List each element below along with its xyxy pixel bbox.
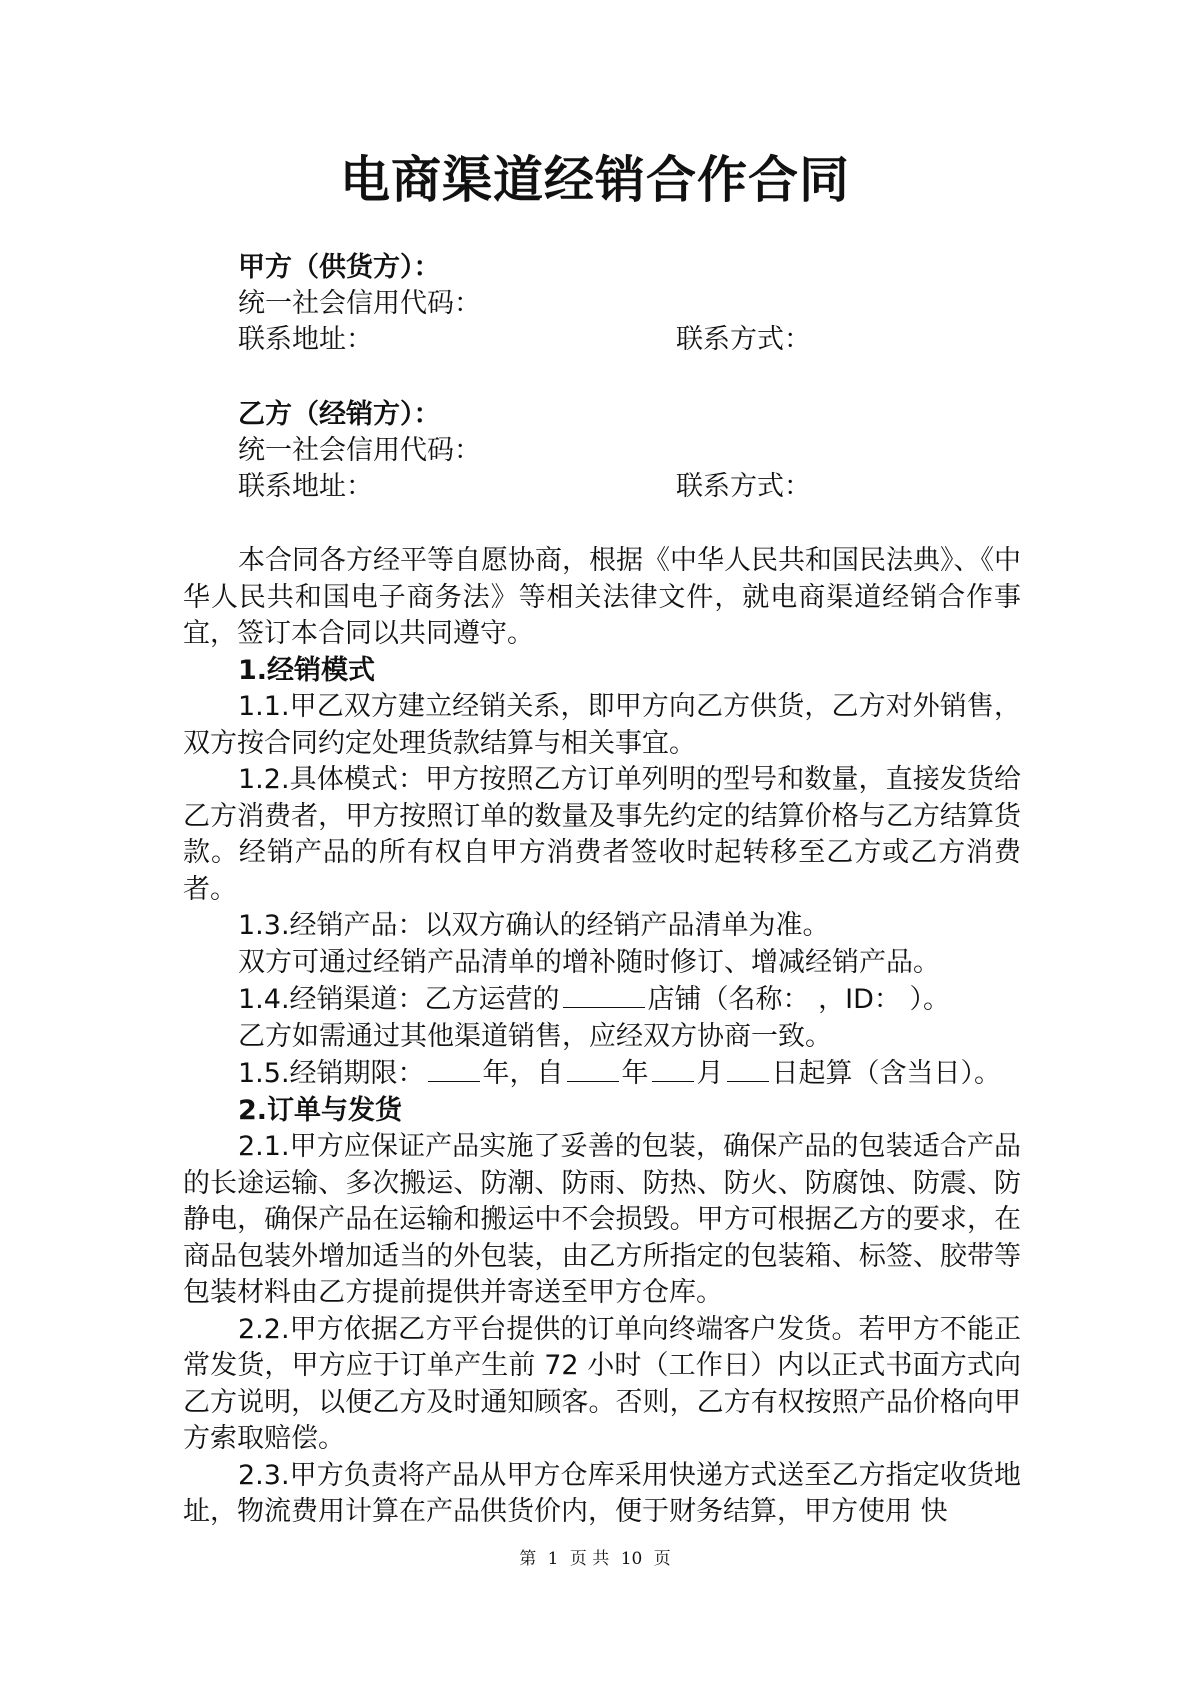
store-platform-blank — [563, 981, 645, 1008]
contract-body — [183, 543, 1021, 1531]
clause-1-3-note: 双方可通过经销产品清单的增补随时修订、增减经销产品。 — [238, 946, 940, 978]
party-a-heading: 甲方（供货方）： — [238, 252, 441, 283]
party-b-block — [238, 397, 1018, 505]
footer-suffix: 页 — [653, 1549, 671, 1569]
party-b-credit-code-label: 统一社会信用代码： — [238, 435, 481, 466]
clause-1-4-suffix: 店铺（名称： ，ID： ）。 — [647, 984, 950, 1015]
clause-1-5-month-label: 月 — [696, 1058, 724, 1089]
preamble-paragraph: 本合同各方经平等自愿协商，根据《中华人民共和国民法典》、《中华人民共和国电子商务法》等相关法律文件，就电商渠道经销合作事宜，签订本合同以共同遵守。 — [183, 545, 1021, 649]
party-a-credit-code-label: 统一社会信用代码： — [238, 288, 481, 319]
clause-1-4-prefix: 1.4.经销渠道：乙方运营的 — [238, 984, 560, 1015]
page-footer — [0, 1544, 1190, 1569]
section-2-heading: 2.订单与发货 — [238, 1094, 403, 1126]
clause-1-2: 1.2.具体模式：甲方按照乙方订单列明的型号和数量，直接发货给乙方消费者，甲方按照订单的数量及事先约定的结算价格与乙方结算货款。经销产品的所有权自甲方消费者签收时起转移至乙方或乙方消费者。 — [183, 764, 1021, 905]
party-b-address-label: 联系地址： — [238, 471, 373, 502]
party-b-contact-row — [238, 469, 1018, 505]
clause-1-5-year-label: 年，自 — [482, 1058, 564, 1089]
clause-2-1: 2.1.甲方应保证产品实施了妥善的包装，确保产品的包装适合产品的长途运输、多次搬运、防潮、防雨、防热、防火、防腐蚀、防震、防静电，确保产品在运输和搬运中不会损毁。甲方可根据乙方的要求，在商品包装外增加适当的外包装，由乙方所指定的包装箱、标签、胶带等包装材料由乙方提前提供并寄送至甲方仓库。 — [183, 1131, 1021, 1308]
clause-2-2: 2.2.甲方依据乙方平台提供的订单向终端客户发货。若甲方不能正常发货，甲方应于订单产生前 72 小时（工作日）内以正式书面方式向乙方说明，以便乙方及时通知顾客。否则，乙方有权按照产品价格向甲方索取赔偿。 — [183, 1313, 1021, 1454]
document-title: 电商渠道经销合作合同 — [340, 151, 850, 209]
clause-1-5-year2-label: 年 — [621, 1058, 649, 1089]
clause-1-4 — [183, 981, 1021, 1019]
party-b-credit-row — [238, 433, 1018, 469]
footer-prefix: 第 — [519, 1549, 537, 1569]
clause-1-5 — [183, 1055, 1021, 1093]
party-b-contact-label: 联系方式： — [676, 471, 811, 502]
clause-1-1: 1.1.甲乙双方建立经销关系，即甲方向乙方供货，乙方对外销售，双方按合同约定处理货款结算与相关事宜。 — [183, 691, 1021, 759]
party-a-address-label: 联系地址： — [238, 324, 373, 355]
party-a-contact-label: 联系方式： — [676, 324, 811, 355]
clause-1-5-prefix: 1.5.经销期限： — [238, 1058, 425, 1089]
term-years-blank — [428, 1055, 480, 1082]
footer-mid: 页 共 — [569, 1549, 610, 1569]
start-day-blank — [727, 1055, 769, 1082]
footer-page-total: 10 — [620, 1549, 643, 1569]
clause-1-4-note: 乙方如需通过其他渠道销售，应经双方协商一致。 — [238, 1020, 832, 1052]
footer-page-number: 1 — [547, 1549, 559, 1569]
party-b-heading: 乙方（经销方）： — [238, 399, 441, 430]
clause-2-3: 2.3.甲方负责将产品从甲方仓库采用快递方式送至乙方指定收货地址，物流费用计算在产品供货价内，便于财务结算，甲方使用 快 — [183, 1459, 1021, 1527]
start-year-blank — [567, 1055, 619, 1082]
section-1-heading: 1.经销模式 — [238, 654, 376, 686]
party-a-block — [238, 250, 1018, 358]
party-a-contact-row — [238, 322, 1018, 358]
clause-1-3: 1.3.经销产品：以双方确认的经销产品清单为准。 — [238, 910, 830, 941]
party-a-credit-row — [238, 286, 1018, 322]
start-month-blank — [652, 1055, 694, 1082]
clause-1-5-suffix: 日起算（含当日）。 — [771, 1058, 1002, 1089]
